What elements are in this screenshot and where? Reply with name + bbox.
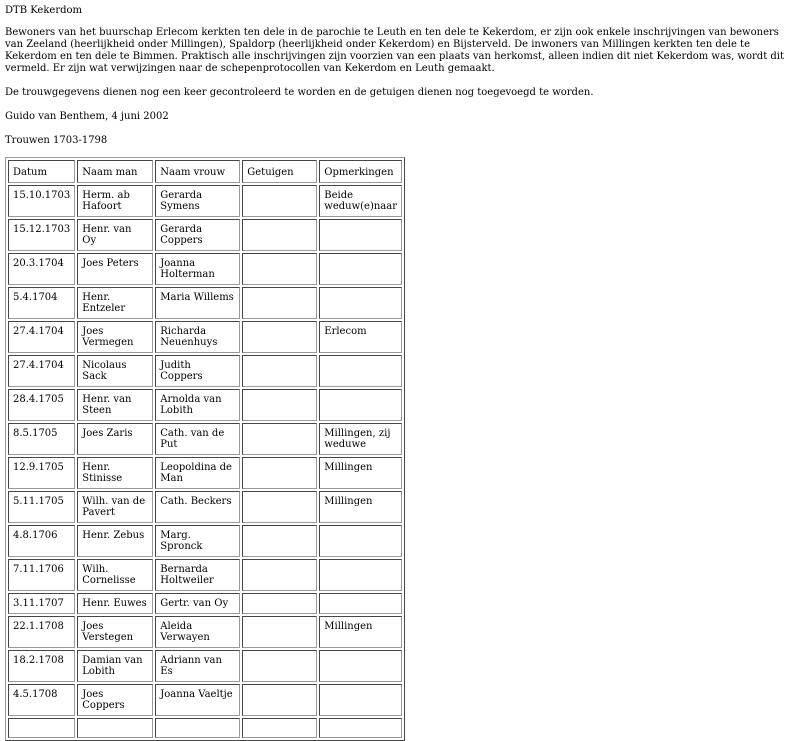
cell-datum: 22.1.1708	[8, 616, 75, 648]
cell-getuigen	[242, 423, 317, 455]
table-row	[8, 525, 402, 557]
table-row	[8, 287, 402, 319]
header-naam-vrouw: Naam vrouw	[155, 160, 240, 183]
cell-datum: 27.4.1704	[8, 355, 75, 387]
cell-datum: 28.4.1705	[8, 389, 75, 421]
cell-getuigen	[242, 491, 317, 523]
table-row	[8, 559, 402, 591]
cell-naam-vrouw: Cath. Beckers	[155, 491, 240, 523]
cell-getuigen	[242, 593, 317, 614]
cell-naam-vrouw: Gerarda Coppers	[155, 219, 240, 251]
cell-naam-vrouw: Bernarda Holtweiler	[155, 559, 240, 591]
cell-getuigen	[242, 718, 317, 738]
table-row	[8, 423, 402, 455]
table-row	[8, 321, 402, 353]
cell-getuigen	[242, 219, 317, 251]
cell-opmerkingen: Millingen	[319, 491, 402, 523]
page-title: DTB Kekerdom	[5, 5, 82, 16]
cell-getuigen	[242, 185, 317, 217]
cell-opmerkingen	[319, 355, 402, 387]
cell-getuigen	[242, 684, 317, 716]
cell-datum: 12.9.1705	[8, 457, 75, 489]
cell-opmerkingen	[319, 287, 402, 319]
cell-datum: 7.11.1706	[8, 559, 75, 591]
cell-getuigen	[242, 355, 317, 387]
cell-naam-man: Henr. van Steen	[77, 389, 153, 421]
cell-opmerkingen: Millingen, zij weduwe	[319, 423, 402, 455]
cell-naam-man: Joes Zaris	[77, 423, 153, 455]
cell-getuigen	[242, 389, 317, 421]
cell-opmerkingen	[319, 219, 402, 251]
cell-naam-man: Herm. ab Hafoort	[77, 185, 153, 217]
table-row	[8, 185, 402, 217]
header-naam-man: Naam man	[77, 160, 153, 183]
table-row	[8, 355, 402, 387]
header-datum: Datum	[8, 160, 75, 183]
note-paragraph: De trouwgegevens dienen nog een keer gecontroleerd te worden en de getuigen dienen nog toegevoegd te worden.	[5, 87, 594, 98]
cell-getuigen	[242, 321, 317, 353]
cell-naam-man: Joes Peters	[77, 253, 153, 285]
cell-getuigen	[242, 253, 317, 285]
cell-getuigen	[242, 616, 317, 648]
table-row	[8, 684, 402, 716]
cell-opmerkingen	[319, 389, 402, 421]
cell-datum: 20.3.1704	[8, 253, 75, 285]
cell-getuigen	[242, 287, 317, 319]
table-header-row	[8, 160, 402, 183]
cell-naam-man: Joes Vermegen	[77, 321, 153, 353]
cell-naam-vrouw	[155, 718, 240, 738]
cell-getuigen	[242, 525, 317, 557]
table-row	[8, 616, 402, 648]
table-row	[8, 593, 402, 614]
cell-naam-vrouw: Arnolda van Lobith	[155, 389, 240, 421]
cell-opmerkingen	[319, 253, 402, 285]
cell-naam-vrouw: Maria Willems	[155, 287, 240, 319]
cell-naam-vrouw: Adriann van Es	[155, 650, 240, 682]
cell-datum: 15.12.1703	[8, 219, 75, 251]
cell-datum: 27.4.1704	[8, 321, 75, 353]
cell-naam-vrouw: Gerarda Symens	[155, 185, 240, 217]
section-heading: Trouwen 1703-1798	[5, 135, 108, 146]
cell-datum	[8, 718, 75, 738]
author-line: Guido van Benthem, 4 juni 2002	[5, 111, 169, 122]
cell-naam-vrouw: Joanna Holterman	[155, 253, 240, 285]
table-row	[8, 219, 402, 251]
cell-naam-vrouw: Joanna Vaeltje	[155, 684, 240, 716]
cell-naam-man: Henr. Euwes	[77, 593, 153, 614]
intro-paragraph: Bewoners van het buurschap Erlecom kerkten ten dele in de parochie te Leuth en ten dele te Kekerdom, er zijn ook enkele inschrijvingen van bewoners van Zeeland (heerlijkheid onder Millingen), Spaldorp (heerlijkheid onder Kekerdom) en Bijsterveld. De inwoners van Millingen kerkten ten dele te Kekerdom en ten dele te Bimmen. Praktisch alle inschrijvingen zijn voorzien van een plaats van herkomst, alleen indien dit niet Kekerdom was, wordt dit vermeld. Er zijn wat verwijzingen naar de schepenprotocollen van Kekerdom en Leuth gemaakt.	[5, 27, 785, 74]
cell-getuigen	[242, 650, 317, 682]
cell-datum: 15.10.1703	[8, 185, 75, 217]
cell-datum: 5.11.1705	[8, 491, 75, 523]
cell-getuigen	[242, 457, 317, 489]
cell-opmerkingen	[319, 593, 402, 614]
cell-naam-man: Henr. Entzeler	[77, 287, 153, 319]
cell-naam-vrouw: Leopoldina de Man	[155, 457, 240, 489]
cell-naam-vrouw: Richarda Neuenhuys	[155, 321, 240, 353]
cell-naam-man: Henr. van Oy	[77, 219, 153, 251]
cell-naam-vrouw: Marg. Spronck	[155, 525, 240, 557]
cell-datum: 4.5.1708	[8, 684, 75, 716]
cell-datum: 5.4.1704	[8, 287, 75, 319]
header-opmerkingen: Opmerkingen	[319, 160, 402, 183]
cell-naam-man: Wilh. van de Pavert	[77, 491, 153, 523]
cell-datum: 8.5.1705	[8, 423, 75, 455]
cell-getuigen	[242, 559, 317, 591]
cell-opmerkingen	[319, 684, 402, 716]
cell-naam-vrouw: Judith Coppers	[155, 355, 240, 387]
cell-datum: 3.11.1707	[8, 593, 75, 614]
cell-opmerkingen	[319, 525, 402, 557]
cell-naam-man	[77, 718, 153, 738]
cell-naam-man: Nicolaus Sack	[77, 355, 153, 387]
cell-opmerkingen: Beide weduw(e)naar	[319, 185, 402, 217]
cell-opmerkingen: Millingen	[319, 616, 402, 648]
cell-naam-man: Damian van Lobith	[77, 650, 153, 682]
cell-naam-man: Henr. Zebus	[77, 525, 153, 557]
cell-naam-man: Wilh. Cornelisse	[77, 559, 153, 591]
table-row	[8, 253, 402, 285]
cell-opmerkingen: Erlecom	[319, 321, 402, 353]
cell-opmerkingen	[319, 650, 402, 682]
cell-opmerkingen	[319, 718, 402, 738]
table-row	[8, 457, 402, 489]
cell-opmerkingen: Millingen	[319, 457, 402, 489]
header-getuigen: Getuigen	[242, 160, 317, 183]
cell-datum: 4.8.1706	[8, 525, 75, 557]
table-row	[8, 718, 402, 738]
cell-naam-vrouw: Gertr. van Oy	[155, 593, 240, 614]
cell-naam-vrouw: Cath. van de Put	[155, 423, 240, 455]
marriages-table	[5, 157, 405, 741]
table-row	[8, 389, 402, 421]
cell-naam-man: Henr. Stinisse	[77, 457, 153, 489]
cell-naam-man: Joes Verstegen	[77, 616, 153, 648]
cell-opmerkingen	[319, 559, 402, 591]
cell-datum: 18.2.1708	[8, 650, 75, 682]
table-row	[8, 491, 402, 523]
cell-naam-man: Joes Coppers	[77, 684, 153, 716]
cell-naam-vrouw: Aleida Verwayen	[155, 616, 240, 648]
table-row	[8, 650, 402, 682]
